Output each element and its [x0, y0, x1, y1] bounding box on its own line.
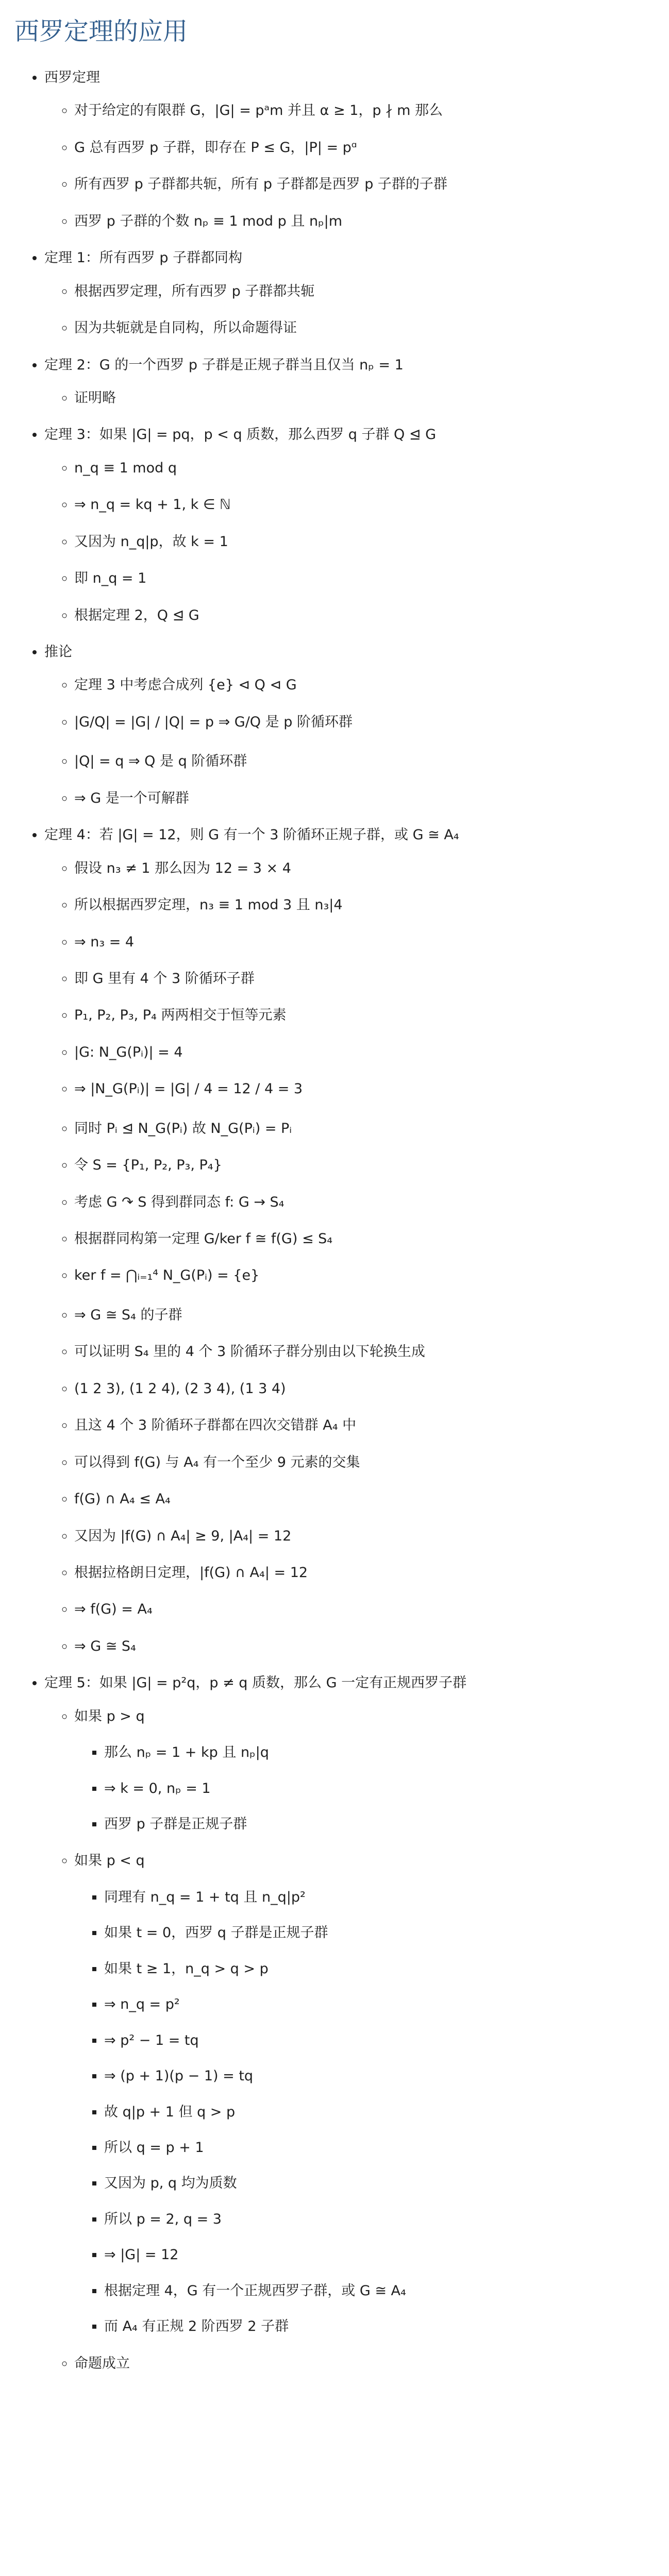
item-text: 那么 nₚ = 1 + kp 且 nₚ|q [104, 1744, 269, 1761]
sub-list-item [104, 1743, 657, 1762]
item-text: ◦ 考虑 G ↷ S 得到群同态 f: G → S₄ [74, 1194, 285, 1210]
nested-list [44, 859, 657, 1656]
list-item [74, 1600, 657, 1619]
sub-list-item [104, 2067, 657, 2086]
item-text: ◦ (1 2 3), (1 2 4), (2 3 4), (1 3 4) [74, 1380, 286, 1397]
list-item [74, 713, 657, 732]
sub-list-item [104, 1780, 657, 1798]
item-text: ◦ |G/Q| = |G| / |Q| = p ⇒ G/Q 是 p 阶循环群 [74, 714, 353, 730]
item-text: ◦ 即 n_q = 1 [74, 570, 147, 587]
item-text: ⇒ n_q = p² [104, 1996, 180, 2013]
list-item [74, 859, 657, 878]
nested-list [44, 459, 657, 625]
sub-list-item [104, 1888, 657, 1907]
item-text: ◦ 对于给定的有限群 G，|G| = pᵃm 并且 α ≥ 1，p ∤ m 那么 [74, 103, 443, 119]
section-heading: • 定理 2：G 的一个西罗 p 子群是正规子群当且仅当 nₚ = 1 [44, 357, 404, 373]
nested-list [44, 282, 657, 338]
item-text: ◦ ⇒ G ≅ S₄ [74, 1638, 136, 1654]
sub-list-item [104, 2139, 657, 2157]
list-item [74, 533, 657, 551]
item-text: 又因为 p, q 均为质数 [104, 2175, 237, 2192]
list-item [74, 606, 657, 625]
item-text: ◦ 又因为 |f(G) ∩ A₄| ≥ 9, |A₄| = 12 [74, 1528, 292, 1544]
item-text: ◦ ker f = ⋂ᵢ₌₁⁴ N_G(Pᵢ) = {e} [74, 1267, 260, 1284]
list-item [74, 459, 657, 478]
item-text: ⇒ p² − 1 = tq [104, 2032, 199, 2048]
item-text: ◦ ⇒ |N_G(Pᵢ)| = |G| / 4 = 12 / 4 = 3 [74, 1081, 303, 1097]
section-item [44, 69, 657, 231]
item-text: ◦ 如果 p > q [74, 1708, 145, 1724]
list-item [74, 496, 657, 514]
sub-list-item [104, 2210, 657, 2229]
sub-list-item [104, 2174, 657, 2193]
item-text: ◦ G 总有西罗 p 子群，即存在 P ≤ G，|P| = pᵅ [74, 139, 357, 156]
item-text: ◦ 所有西罗 p 子群都共轭，所有 p 子群都是西罗 p 子群的子群 [74, 176, 447, 193]
item-text: ⇒ |G| = 12 [104, 2247, 179, 2263]
item-text: ◦ |Q| = q ⇒ Q 是 q 阶循环群 [74, 753, 247, 770]
item-text: ◦ 又因为 n_q|p，故 k = 1 [74, 533, 228, 550]
item-text: ◦ f(G) ∩ A₄ ≤ A₄ [74, 1491, 171, 1507]
nested-list [44, 101, 657, 231]
item-text: ⇒ k = 0, nₚ = 1 [104, 1780, 211, 1797]
item-text: 故 q|p + 1 但 q > p [104, 2104, 236, 2120]
item-text: ◦ 命题成立 [74, 2355, 130, 2371]
list-item [74, 1306, 657, 1325]
list-item [74, 282, 657, 301]
sub-list-item [104, 2031, 657, 2050]
list-item [74, 1637, 657, 1656]
list-item [74, 1343, 657, 1361]
section-heading: • 定理 4：若 |G| = 12，则 G 有一个 3 阶循环正规子群，或 G ≅ A₄ [44, 827, 459, 843]
item-text: ◦ P₁, P₂, P₃, P₄ 两两相交于恒等元素 [74, 1007, 287, 1024]
item-text: ◦ 证明略 [74, 389, 116, 406]
nested-list [74, 1743, 657, 1834]
section-heading: • 推论 [44, 644, 72, 660]
list-item [74, 933, 657, 952]
item-text: ◦ 可以证明 S₄ 里的 4 个 3 阶循环子群分别由以下轮换生成 [74, 1344, 425, 1360]
list-item [74, 752, 657, 771]
list-item [74, 1707, 657, 1834]
item-text: ◦ 西罗 p 子群的个数 nₚ ≡ 1 mod p 且 nₚ|m [74, 213, 343, 229]
item-text: ◦ 同时 Pᵢ ⊴ N_G(Pᵢ) 故 N_G(Pᵢ) = Pᵢ [74, 1120, 292, 1137]
item-text: ◦ 因为共轭就是自同构，所以命题得证 [74, 320, 297, 336]
list-item [74, 1564, 657, 1582]
item-text: 所以 p = 2, q = 3 [104, 2211, 222, 2227]
list-item [74, 1852, 657, 2336]
item-text: 根据定理 4，G 有一个正规西罗子群，或 G ≅ A₄ [104, 2282, 406, 2299]
item-text: ◦ n_q ≡ 1 mod q [74, 460, 177, 476]
list-item [74, 139, 657, 157]
list-item [74, 970, 657, 988]
item-text: 如果 t = 0，西罗 q 子群是正规子群 [104, 1925, 328, 1941]
sub-list-item [104, 1960, 657, 1978]
item-text: 如果 t ≥ 1，n_q > q > p [104, 1960, 269, 1977]
sub-list-item [104, 2246, 657, 2264]
sub-list-item [104, 2317, 657, 2336]
section-heading: • 定理 1：所有西罗 p 子群都同构 [44, 250, 243, 266]
nested-list [44, 389, 657, 408]
list-item [74, 1527, 657, 1546]
sub-list-item [104, 1995, 657, 2014]
list-item [74, 212, 657, 231]
item-text: ◦ 如果 p < q [74, 1853, 145, 1869]
nested-list [44, 1707, 657, 2373]
section-item [44, 426, 657, 625]
list-item [74, 789, 657, 808]
list-item [74, 1006, 657, 1025]
section-item [44, 249, 657, 337]
list-item [74, 1380, 657, 1398]
list-item [74, 101, 657, 120]
item-text: ◦ 根据定理 2，Q ⊴ G [74, 607, 199, 623]
item-text: 西罗 p 子群是正规子群 [104, 1816, 247, 1832]
item-text: ◦ ⇒ f(G) = A₄ [74, 1601, 153, 1618]
list-item [74, 1490, 657, 1509]
sub-list-item [104, 2103, 657, 2122]
section-heading: • 西罗定理 [44, 70, 100, 86]
list-item [74, 1193, 657, 1212]
list-item [74, 1266, 657, 1285]
list-item [74, 1230, 657, 1248]
list-item [74, 175, 657, 194]
item-text: ◦ 且这 4 个 3 阶循环子群都在四次交错群 A₄ 中 [74, 1417, 357, 1434]
item-text: 同理有 n_q = 1 + tq 且 n_q|p² [104, 1889, 306, 1905]
item-text: 所以 q = p + 1 [104, 2139, 204, 2156]
list-item [74, 319, 657, 337]
item-text: 而 A₄ 有正规 2 阶西罗 2 子群 [104, 2318, 289, 2335]
list-item [74, 1120, 657, 1138]
item-text: ◦ 定理 3 中考虑合成列 {e} ⊲ Q ⊲ G [74, 677, 297, 693]
list-item [74, 1156, 657, 1175]
sub-list-item [104, 1924, 657, 1942]
item-text: ◦ 可以得到 f(G) 与 A₄ 有一个至少 9 元素的交集 [74, 1454, 360, 1470]
list-item [74, 1080, 657, 1098]
list-item [74, 676, 657, 694]
page-title: 西罗定理的应用 [14, 17, 188, 46]
sub-list-item [104, 2282, 657, 2300]
section-item [44, 826, 657, 1656]
section-heading: • 定理 3：如果 |G| = pq，p < q 质数，那么西罗 q 子群 Q ⊴ G [44, 427, 437, 443]
item-text: ◦ |G: N_G(Pᵢ)| = 4 [74, 1044, 183, 1060]
list-item [74, 2354, 657, 2373]
item-text: ◦ 令 S = {P₁, P₂, P₃, P₄} [74, 1157, 222, 1174]
list-item [74, 569, 657, 588]
item-text: ◦ ⇒ G 是一个可解群 [74, 790, 189, 806]
item-text: ◦ 所以根据西罗定理，n₃ ≡ 1 mod 3 且 n₃|4 [74, 897, 343, 913]
item-text: ◦ 根据拉格朗日定理，|f(G) ∩ A₄| = 12 [74, 1564, 308, 1581]
list-item [74, 1043, 657, 1062]
item-text: ◦ 假设 n₃ ≠ 1 那么因为 12 = 3 × 4 [74, 860, 291, 876]
item-text: ⇒ (p + 1)(p − 1) = tq [104, 2068, 254, 2084]
list-item [74, 896, 657, 914]
section-heading: • 定理 5：如果 |G| = p²q，p ≠ q 质数，那么 G 一定有正规西罗子群 [44, 1675, 467, 1691]
list-item [74, 389, 657, 408]
item-text: ◦ 根据群同构第一定理 G/ker f ≅ f(G) ≤ S₄ [74, 1231, 333, 1247]
section-item [44, 1674, 657, 2373]
sub-list-item [104, 1815, 657, 1834]
item-text: ◦ ⇒ n_q = kq + 1, k ∈ ℕ [74, 497, 231, 513]
item-text: ◦ ⇒ G ≅ S₄ 的子群 [74, 1307, 182, 1323]
nested-list [44, 676, 657, 808]
section-item [44, 643, 657, 808]
list-item [74, 1416, 657, 1435]
item-text: ◦ 根据西罗定理，所有西罗 p 子群都共轭 [74, 283, 315, 299]
list-item [74, 1453, 657, 1472]
item-text: ◦ 即 G 里有 4 个 3 阶循环子群 [74, 970, 255, 987]
item-text: ◦ ⇒ n₃ = 4 [74, 934, 135, 950]
nested-list [74, 1888, 657, 2336]
outline-list [14, 69, 657, 2373]
section-item [44, 356, 657, 408]
